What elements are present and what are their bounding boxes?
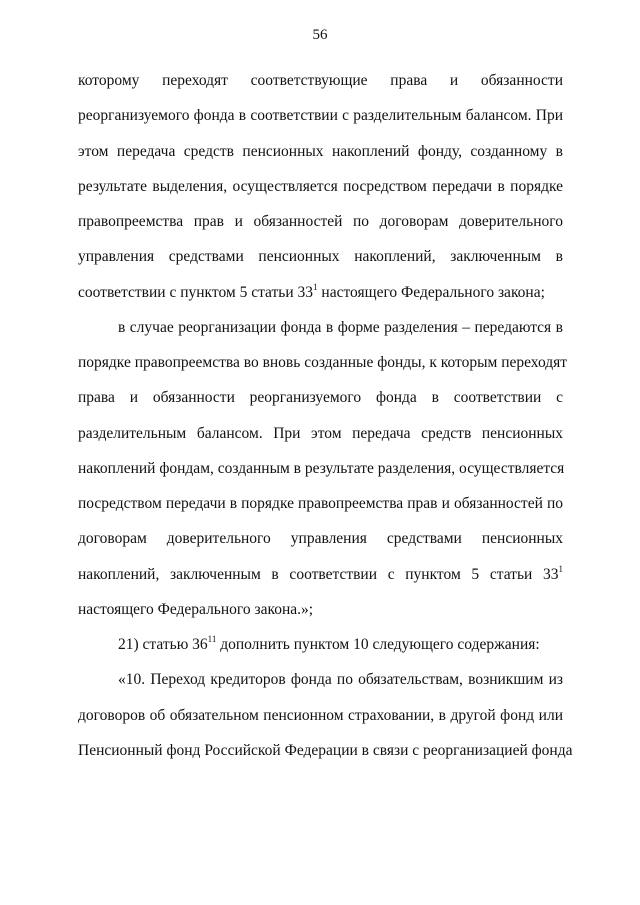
line-text: которому переходят соответствующие права и обязанности [78,72,563,89]
line-text: договоров об обязательном пенсионном страховании, в другой фонд или [78,707,563,724]
line-text: разделительным балансом. При этом передача средств пенсионных [78,425,563,442]
line-text: 21) статью 36 [118,636,208,653]
line-text: соответствии с пунктом 5 статьи 33 [78,284,314,301]
text-line [78,741,573,761]
text-line [78,142,563,162]
text-line [78,706,563,726]
superscript: 11 [207,634,217,644]
line-text: реорганизуемого фонда в соответствии с разделительным балансом. При [78,107,563,124]
line-text: «10. Переход кредиторов фонда по обязательствам, возникшим из [118,671,563,688]
superscript: 1 [313,282,318,292]
text-line [78,212,563,232]
text-line [78,353,568,373]
text-line [78,106,563,126]
text-line [118,635,563,655]
line-text: накоплений фондам, созданным в результате разделения, осуществляется [78,460,565,477]
text-line [78,424,563,444]
line-text: договорам доверительного управления средствами пенсионных [78,530,563,547]
text-line [78,71,563,91]
line-text: права и обязанности реорганизуемого фонда в соответствии с [78,389,563,406]
text-line [78,600,563,620]
line-text: настоящего Федерального закона.»; [78,601,314,618]
line-text-continued: настоящего Федерального закона; [317,284,545,301]
line-text: управления средствами пенсионных накоплений, заключенным в [78,248,563,265]
text-line [78,177,563,197]
text-line [78,459,563,479]
line-text: в случае реорганизации фонда в форме разделения – передаются в [118,319,563,336]
text-line [78,494,563,514]
superscript: 1 [558,564,563,574]
line-text-continued: дополнить пунктом 10 следующего содержания: [216,636,540,653]
page-number: 56 [312,27,328,43]
line-text: этом передача средств пенсионных накоплений фонду, созданному в [78,143,563,160]
line-text: Пенсионный фонд Российской Федерации в связи с реорганизацией фонда [78,742,573,759]
text-line [78,247,563,267]
text-line [78,283,563,303]
text-line [118,318,563,338]
text-line [78,565,563,585]
line-text: правопреемства прав и обязанностей по договорам доверительного [78,213,563,230]
line-text: посредством передачи в порядке правопреемства прав и обязанностей по [78,495,563,512]
line-text: результате выделения, осуществляется посредством передачи в порядке [78,178,563,195]
line-text: порядке правопреемства во вновь созданные фонды, к которым переходят [78,354,568,371]
text-line [78,529,563,549]
text-line [118,670,563,690]
line-text: накоплений, заключенным в соответствии с пунктом 5 статьи 33 [78,566,559,583]
text-line [78,388,563,408]
